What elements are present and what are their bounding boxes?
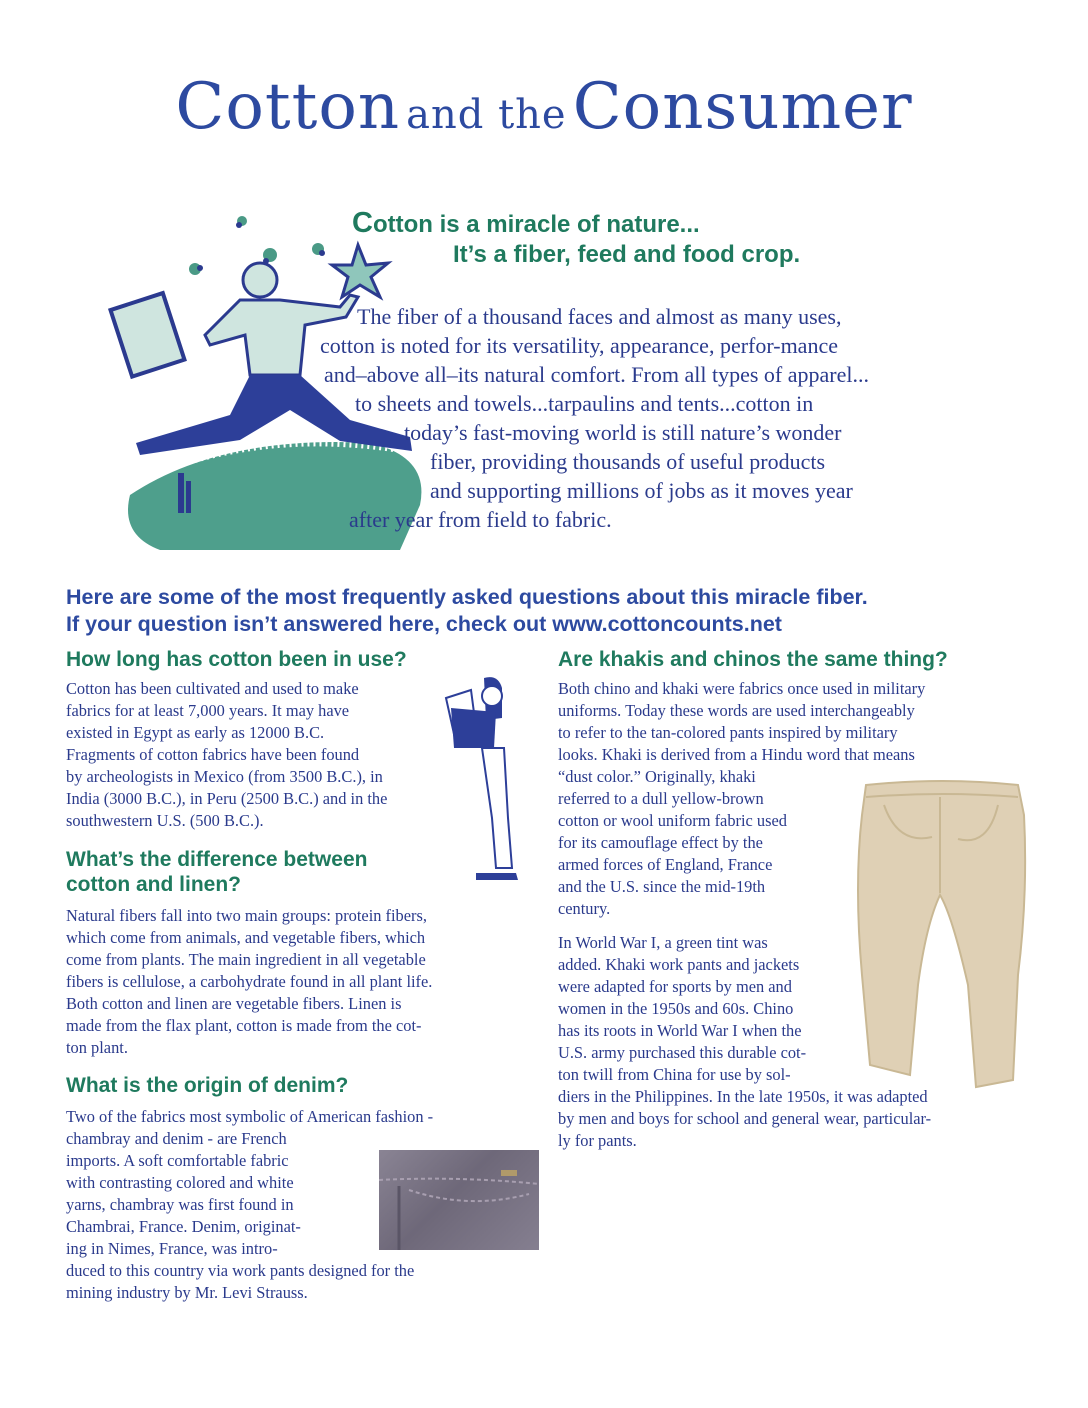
khakis-line: looks. Khaki is derived from a Hindu word that means <box>558 745 915 764</box>
history-line: existed in Egypt as early as 12000 B.C. <box>66 723 325 742</box>
denim-line: chambray and denim - are French <box>66 1129 287 1148</box>
history-line: Cotton has been cultivated and used to make <box>66 679 359 698</box>
heading-linen-line2: cotton and linen? <box>66 873 241 896</box>
khakis-line: century. <box>558 899 611 918</box>
khakis-line: ton twill from China for use by sol- <box>558 1065 791 1084</box>
khakis-line: cotton or wool uniform fabric used <box>558 811 787 830</box>
linen-line: made from the flax plant, cotton is made from the cot- <box>66 1016 422 1035</box>
faq-intro-line2: If your question isn’t answered here, check out www.cottoncounts.net <box>66 612 782 636</box>
title-word-cotton: Cotton <box>175 70 401 144</box>
khakis-line: and the U.S. since the mid-19th <box>558 877 766 896</box>
history-line: India (3000 B.C.), in Peru (2500 B.C.) and in the <box>66 789 388 808</box>
intro-line: after year from field to fabric. <box>349 507 612 532</box>
intro-line: fiber, providing thousands of useful products <box>430 449 826 474</box>
faq-intro <box>66 584 1046 638</box>
history-line: southwestern U.S. (500 B.C.). <box>66 811 264 830</box>
page-title <box>0 70 1088 144</box>
khakis-line: by men and boys for school and general wear, particular- <box>558 1109 932 1128</box>
khakis-line: U.S. army purchased this durable cot- <box>558 1043 807 1062</box>
khakis-line: In World War I, a green tint was <box>558 933 768 952</box>
denim-line: Chambrai, France. Denim, originat- <box>66 1217 301 1236</box>
khakis-line: diers in the Philippines. In the late 1950s, it was adapted <box>558 1087 928 1106</box>
heading-khakis: Are khakis and chinos the same thing? <box>558 648 948 671</box>
khaki-pants-illustration <box>848 775 1033 1095</box>
denim-line: ing in Nimes, France, was intro- <box>66 1239 278 1258</box>
heading-linen <box>66 847 367 897</box>
denim-pocket-photo <box>379 1150 539 1250</box>
linen-line: come from plants. The main ingredient in all vegetable <box>66 950 426 969</box>
history-body <box>66 678 387 832</box>
khakis-line: to refer to the tan-colored pants inspired by military <box>558 723 898 742</box>
denim-stitching <box>379 1150 539 1250</box>
tagline-line1-text: otton is a miracle of nature... <box>372 211 700 238</box>
intro-line: to sheets and towels...tarpaulins and tents...cotton in <box>355 391 814 416</box>
heading-denim: What is the origin of denim? <box>66 1074 349 1097</box>
khakis-line: Both chino and khaki were fabrics once used in military <box>558 679 926 698</box>
khakis-line: uniforms. Today these words are used interchangeably <box>558 701 915 720</box>
denim-line: with contrasting colored and white <box>66 1173 294 1192</box>
tagline-line2: It’s a fiber, feed and food crop. <box>453 241 801 268</box>
linen-line: fibers is cellulose, a carbohydrate found in all plant life. <box>66 972 433 991</box>
egyptian-figure-illustration <box>436 668 531 883</box>
history-line: fabrics for at least 7,000 years. It may have <box>66 701 350 720</box>
denim-line: imports. A soft comfortable fabric <box>66 1151 289 1170</box>
linen-line: which come from animals, and vegetable fibers, which <box>66 928 426 947</box>
history-line: by archeologists in Mexico (from 3500 B.C.), in <box>66 767 383 786</box>
linen-line: Both cotton and linen are vegetable fibers. Linen is <box>66 994 402 1013</box>
intro-line: cotton is noted for its versatility, appearance, perfor-mance <box>320 333 838 358</box>
intro-line: The fiber of a thousand faces and almost as many uses, <box>357 304 842 329</box>
denim-line: mining industry by Mr. Levi Strauss. <box>66 1283 308 1302</box>
linen-body <box>66 905 432 1059</box>
khakis-line: for its camouflage effect by the <box>558 833 763 852</box>
linen-line: Natural fibers fall into two main groups: protein fibers, <box>66 906 427 925</box>
title-word-and-the: and the <box>406 92 567 138</box>
khakis-line: women in the 1950s and 60s. Chino <box>558 999 794 1018</box>
denim-line: yarns, chambray was first found in <box>66 1195 294 1214</box>
denim-line: duced to this country via work pants designed for the <box>66 1261 415 1280</box>
khakis-line: were adapted for sports by men and <box>558 977 792 996</box>
khakis-line: ly for pants. <box>558 1131 637 1150</box>
heading-history: How long has cotton been in use? <box>66 648 407 671</box>
denim-line: Two of the fabrics most symbolic of American fashion - <box>66 1107 434 1126</box>
khakis-line: “dust color.” Originally, khaki <box>558 767 756 786</box>
linen-line: ton plant. <box>66 1038 128 1057</box>
tagline-line1 <box>352 207 700 240</box>
intro-line: and–above all–its natural comfort. From all types of apparel... <box>324 362 869 387</box>
star-icon <box>332 245 388 297</box>
intro-line: and supporting millions of jobs as it moves year <box>430 478 853 503</box>
title-word-consumer: Consumer <box>572 70 913 144</box>
khakis-line: added. Khaki work pants and jackets <box>558 955 800 974</box>
khakis-line: referred to a dull yellow-brown <box>558 789 764 808</box>
khakis-line: armed forces of England, France <box>558 855 773 874</box>
faq-intro-line1: Here are some of the most frequently asked questions about this miracle fiber. <box>66 585 868 609</box>
tagline-drop-cap: C <box>352 207 373 239</box>
khakis-line: has its roots in World War I when the <box>558 1021 802 1040</box>
heading-linen-line1: What’s the difference between <box>66 848 368 871</box>
intro-line: today’s fast-moving world is still nature’s wonder <box>404 420 842 445</box>
history-line: Fragments of cotton fabrics have been found <box>66 745 360 764</box>
